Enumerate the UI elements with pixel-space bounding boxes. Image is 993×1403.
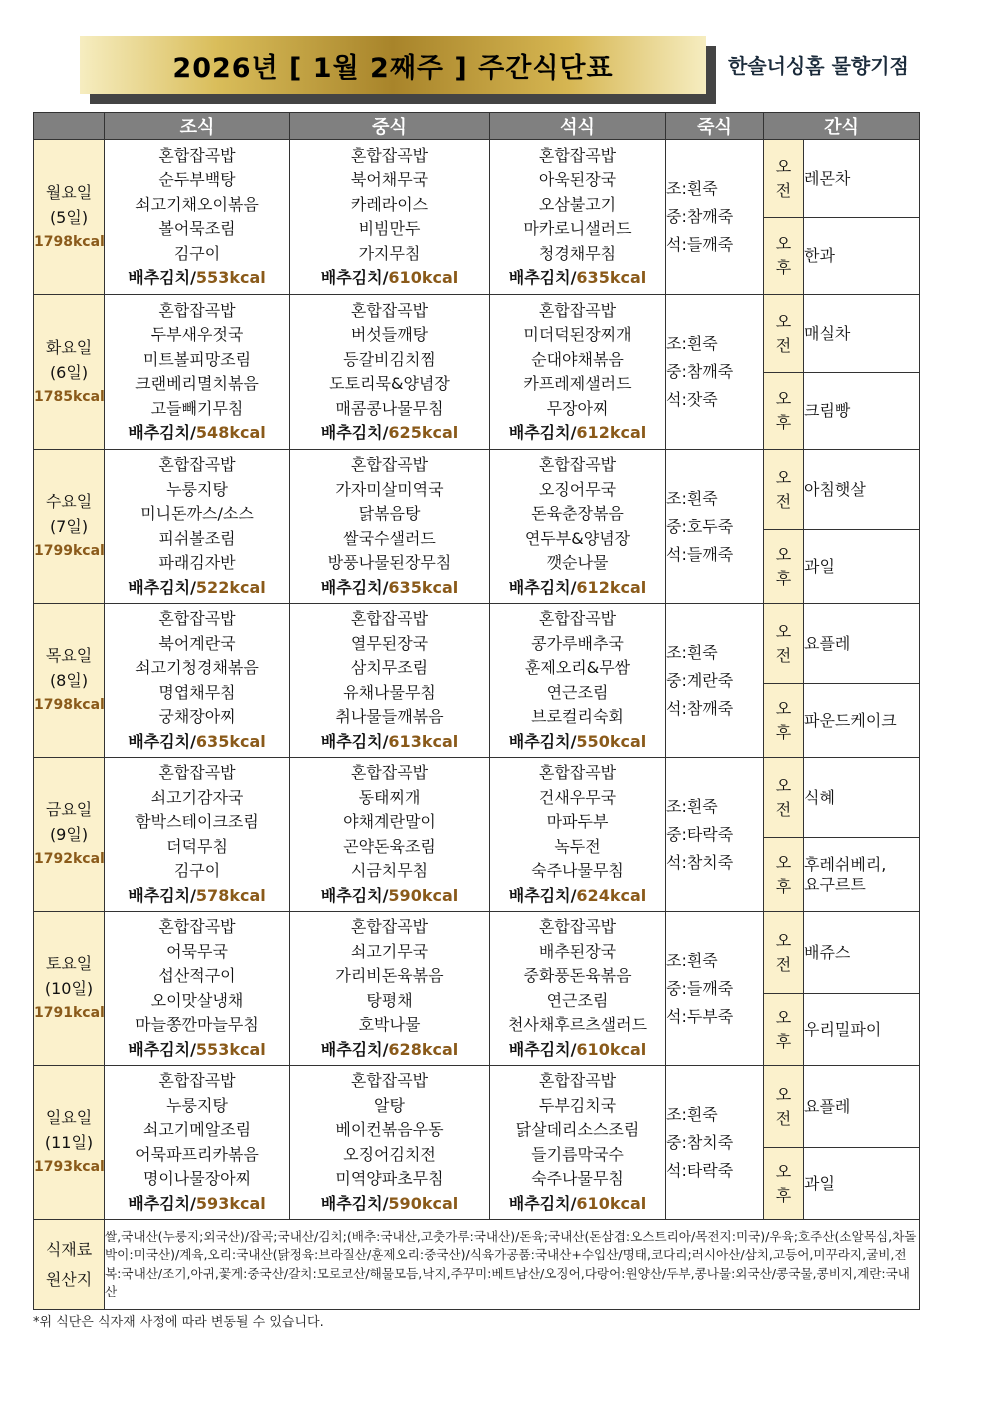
- day-cell: [34, 140, 105, 295]
- porridge-item: 중:타락죽: [666, 824, 734, 844]
- snack-am-label: 오 전: [764, 140, 804, 218]
- breakfast-item: 북어계란국: [158, 633, 236, 653]
- snack-am-label: 오 전: [764, 1066, 804, 1148]
- breakfast-cell: [105, 1066, 290, 1220]
- title-banner: [80, 36, 706, 98]
- day-date: (9일): [49, 825, 89, 844]
- porridge-item: 석:잣죽: [666, 390, 718, 409]
- lunch-item: 열무된장국: [350, 633, 429, 653]
- breakfast-cell: [105, 604, 290, 758]
- breakfast-item: 섭산적구이: [158, 966, 236, 985]
- lunch-kimchi: 배추김치/: [320, 885, 389, 905]
- day-row-am: [34, 295, 920, 373]
- dinner-item: 카프레제샐러드: [523, 374, 632, 393]
- porridge-item: 중:호두죽: [666, 516, 734, 536]
- day-row-am: [34, 450, 920, 530]
- dinner-item: 닭살데리소스조림: [515, 1120, 640, 1139]
- breakfast-item: 명엽채무침: [158, 682, 236, 702]
- porridge-item: 중:참치죽: [666, 1132, 734, 1152]
- dinner-kimchi-line: [490, 576, 665, 601]
- breakfast-kimchi-line: [105, 266, 289, 291]
- dinner-item: 돈육춘장볶음: [531, 504, 624, 523]
- breakfast-kcal: 578kcal: [195, 885, 266, 905]
- lunch-item: 곤약돈육조림: [343, 836, 436, 856]
- lunch-kimchi-line: [290, 266, 489, 291]
- lunch-cell: [290, 912, 490, 1066]
- porridge-cell: [666, 1066, 764, 1220]
- dinner-kimchi: 배추김치/: [508, 268, 577, 287]
- breakfast-cell: [105, 140, 290, 295]
- dinner-kimchi: 배추김치/: [508, 423, 577, 442]
- day-date: (11일): [44, 1133, 94, 1152]
- lunch-kcal: 590kcal: [388, 885, 459, 905]
- lunch-item: 방풍나물된장무침: [327, 553, 452, 572]
- snack-am-label: 오 전: [764, 450, 804, 530]
- dinner-cell: [490, 1066, 666, 1220]
- breakfast-cell: [105, 295, 290, 450]
- porridge-cell: [666, 140, 764, 295]
- porridge-item: 석:참깨죽: [666, 698, 734, 718]
- col-snack: 간식: [764, 113, 920, 140]
- breakfast-kcal: 553kcal: [195, 1039, 266, 1059]
- snack-am-label: 오 전: [764, 295, 804, 373]
- day-row-am: [34, 758, 920, 838]
- dinner-kcal: 550kcal: [576, 731, 647, 751]
- lunch-kimchi: 배추김치/: [320, 577, 389, 597]
- day-kcal: 1793kcal: [34, 1159, 105, 1175]
- dinner-item: 배추된장국: [538, 941, 617, 961]
- lunch-cell: [290, 758, 490, 912]
- breakfast-item: 혼합잡곡밥: [158, 145, 236, 165]
- dinner-kcal: 612kcal: [576, 577, 647, 597]
- breakfast-item: 순두부백탕: [158, 170, 236, 189]
- breakfast-kcal: 522kcal: [195, 577, 266, 597]
- lunch-item: 가리비돈육볶음: [335, 966, 444, 985]
- lunch-cell: [290, 1066, 490, 1220]
- lunch-item: 혼합잡곡밥: [350, 609, 429, 628]
- breakfast-item: 어묵무국: [166, 941, 228, 961]
- breakfast-kimchi: 배추김치/: [128, 731, 196, 751]
- origin-text: 쌀,국내산(누룽지;외국산)/잡곡;국내산/김치;(배추:국내산,고춧가루:국내산)/돈육;국내산(돈삼겹:오스트리아/목전지:미국)/우육;호주산(소알목심,차돌박이:미국산)/계육,오리:국내산(닭정육:브라질산/훈제오리:중국산)/식육가공품:국내산+수입산/명태,코다리;러시아산/삼치,고등어,미꾸라지,굴비,전복:국내산/조기,아귀,꽃게:중국산/갈치:모로코산/해물모듬,낙지,주꾸미:베트남산/오징어,다랑어:원양산/두부,콩나물:외국산/콩국물,콩비지,계란:국내산: [105, 1220, 920, 1310]
- porridge-cell: [666, 450, 764, 604]
- dinner-item: 혼합잡곡밥: [538, 455, 617, 474]
- dinner-cell: [490, 758, 666, 912]
- lunch-kimchi: 배추김치/: [320, 1193, 389, 1213]
- day-kcal: 1798kcal: [34, 233, 105, 250]
- corner-header: [34, 113, 105, 140]
- lunch-item: 동태찌개: [358, 787, 421, 807]
- dinner-kcal: 610kcal: [576, 1039, 647, 1059]
- breakfast-kcal: 635kcal: [195, 731, 266, 751]
- footnote: *위 식단은 식자재 사정에 따라 변동될 수 있습니다.: [33, 1315, 324, 1330]
- lunch-kcal: 613kcal: [388, 731, 459, 751]
- dinner-item: 혼합잡곡밥: [538, 300, 617, 320]
- snack-am: 매실차: [804, 295, 920, 373]
- col-lunch: 중식: [290, 113, 490, 140]
- day-row-am: [34, 604, 920, 684]
- breakfast-kimchi: 배추김치/: [128, 885, 196, 905]
- lunch-kcal: 590kcal: [388, 1193, 459, 1213]
- breakfast-kcal: 548kcal: [195, 423, 266, 442]
- day-cell: [34, 604, 105, 758]
- dinner-item: 깻순나물: [546, 553, 609, 572]
- branch-name: 한솔너싱홈 물향기점: [728, 54, 909, 78]
- breakfast-item: 김구이: [173, 861, 221, 880]
- lunch-cell: [290, 604, 490, 758]
- breakfast-cell: [105, 758, 290, 912]
- col-dinner: 석식: [490, 113, 666, 140]
- breakfast-item: 크랜베리멸치볶음: [135, 374, 259, 393]
- snack-pm: 파운드케이크: [804, 684, 920, 758]
- breakfast-item: 두부새우젓국: [150, 325, 244, 344]
- lunch-item: 혼합잡곡밥: [350, 1071, 429, 1090]
- dinner-item: 혼합잡곡밥: [538, 145, 617, 165]
- day-date: (8일): [49, 671, 89, 690]
- breakfast-kimchi: 배추김치/: [128, 1039, 196, 1059]
- day-row-am: [34, 912, 920, 994]
- lunch-item: 가지무침: [358, 243, 421, 263]
- day-kcal: 1792kcal: [34, 851, 105, 867]
- porridge-item: 석:참치죽: [666, 852, 734, 872]
- lunch-item: 취나물들깨볶음: [335, 707, 444, 726]
- dinner-item: 혼합잡곡밥: [538, 763, 617, 782]
- breakfast-kimchi: 배추김치/: [128, 268, 196, 287]
- breakfast-kimchi: 배추김치/: [128, 423, 196, 442]
- day-kcal: 1798kcal: [34, 697, 105, 713]
- dinner-item: 두부김치국: [538, 1095, 617, 1115]
- dinner-item: 콩가루배추국: [531, 633, 624, 653]
- day-kcal: 1799kcal: [34, 543, 105, 559]
- dinner-kimchi-line: [490, 266, 665, 291]
- porridge-item: 조:흰죽: [666, 488, 718, 508]
- breakfast-item: 마늘쫑깐마늘무침: [135, 1015, 259, 1034]
- snack-pm: 후레쉬베리, 요구르트: [804, 838, 920, 912]
- lunch-item: 매콤콩나물무침: [335, 398, 444, 418]
- day-date: (10일): [44, 979, 94, 998]
- day-name: 토요일: [45, 954, 93, 973]
- snack-am: 요플레: [804, 604, 920, 684]
- dinner-item: 브로컬리숙회: [531, 707, 624, 726]
- lunch-item: 카레라이스: [350, 194, 429, 214]
- lunch-kimchi-line: [290, 884, 489, 909]
- dinner-kimchi-line: [490, 1192, 665, 1217]
- dinner-item: 연근조림: [546, 990, 609, 1010]
- dinner-item: 혼합잡곡밥: [538, 917, 617, 936]
- dinner-cell: [490, 604, 666, 758]
- lunch-item: 베이컨볶음우동: [335, 1120, 444, 1139]
- breakfast-item: 혼합잡곡밥: [158, 300, 236, 320]
- lunch-item: 혼합잡곡밥: [350, 917, 429, 936]
- breakfast-item: 김구이: [173, 243, 221, 263]
- day-kcal: 1791kcal: [34, 1005, 105, 1021]
- day-cell: [34, 758, 105, 912]
- lunch-item: 혼합잡곡밥: [350, 145, 429, 165]
- snack-pm: 크림빵: [804, 373, 920, 450]
- breakfast-item: 볼어묵조림: [158, 219, 236, 238]
- lunch-item: 시금치무침: [350, 861, 429, 880]
- lunch-kcal: 628kcal: [388, 1039, 459, 1059]
- day-row-am: [34, 140, 920, 218]
- lunch-kimchi-line: [290, 1038, 489, 1063]
- dinner-item: 혼합잡곡밥: [538, 609, 617, 628]
- porridge-cell: [666, 295, 764, 450]
- lunch-item: 탕평채: [366, 990, 413, 1010]
- origin-label: 식재료 원산지: [34, 1220, 105, 1310]
- snack-am: 레몬차: [804, 140, 920, 218]
- breakfast-item: 피쉬볼조림: [158, 528, 236, 548]
- dinner-kimchi: 배추김치/: [508, 1039, 577, 1059]
- breakfast-kcal: 593kcal: [195, 1193, 266, 1213]
- dinner-kcal: 610kcal: [576, 1193, 647, 1213]
- lunch-item: 쇠고기무국: [350, 941, 429, 961]
- porridge-item: 조:흰죽: [666, 950, 718, 970]
- lunch-item: 가자미살미역국: [335, 479, 444, 499]
- breakfast-item: 미니돈까스/소스: [140, 504, 254, 523]
- breakfast-item: 혼합잡곡밥: [158, 1071, 236, 1090]
- breakfast-item: 혼합잡곡밥: [158, 917, 236, 936]
- day-name: 화요일: [45, 337, 93, 357]
- dinner-item: 무장아찌: [546, 398, 609, 418]
- day-name: 목요일: [45, 646, 93, 665]
- lunch-kimchi-line: [290, 1192, 489, 1217]
- breakfast-kcal: 553kcal: [195, 268, 266, 287]
- menu-table: [33, 112, 920, 1310]
- breakfast-kimchi: 배추김치/: [128, 1193, 196, 1213]
- lunch-kcal: 625kcal: [388, 423, 459, 442]
- dinner-kimchi: 배추김치/: [508, 1193, 577, 1213]
- day-cell: [34, 295, 105, 450]
- breakfast-item: 궁채장아찌: [158, 707, 236, 726]
- dinner-item: 혼합잡곡밥: [538, 1071, 617, 1090]
- breakfast-kimchi-line: [105, 576, 289, 601]
- dinner-kcal: 624kcal: [576, 885, 647, 905]
- lunch-item: 호박나물: [358, 1015, 421, 1034]
- snack-pm-label: 오 후: [764, 218, 804, 295]
- dinner-kcal: 635kcal: [576, 268, 647, 287]
- breakfast-item: 미트볼피망조림: [142, 349, 252, 369]
- lunch-item: 닭볶음탕: [358, 504, 421, 523]
- porridge-item: 조:흰죽: [666, 796, 718, 816]
- breakfast-item: 혼합잡곡밥: [158, 763, 236, 782]
- breakfast-item: 파래김자반: [158, 553, 236, 572]
- lunch-item: 혼합잡곡밥: [350, 763, 429, 782]
- dinner-item: 숙주나물무침: [531, 861, 624, 880]
- day-name: 금요일: [45, 800, 93, 819]
- snack-am: 요플레: [804, 1066, 920, 1148]
- porridge-item: 석:들깨죽: [666, 235, 734, 254]
- lunch-item: 혼합잡곡밥: [350, 455, 429, 474]
- breakfast-kimchi-line: [105, 730, 289, 755]
- snack-am: 배쥬스: [804, 912, 920, 994]
- snack-pm-label: 오 후: [764, 838, 804, 912]
- breakfast-item: 더덕무침: [166, 836, 228, 856]
- dinner-kimchi-line: [490, 730, 665, 755]
- lunch-item: 야채계란말이: [343, 812, 436, 831]
- dinner-item: 건새우무국: [538, 787, 617, 807]
- dinner-item: 녹두전: [554, 836, 601, 856]
- dinner-item: 아욱된장국: [538, 170, 617, 189]
- dinner-item: 중화풍돈육볶음: [523, 966, 632, 985]
- lunch-item: 등갈비김치찜: [343, 349, 436, 369]
- dinner-item: 오삼불고기: [538, 194, 617, 214]
- breakfast-cell: [105, 450, 290, 604]
- snack-am-label: 오 전: [764, 912, 804, 994]
- porridge-cell: [666, 912, 764, 1066]
- dinner-item: 순대야채볶음: [531, 349, 624, 369]
- dinner-cell: [490, 912, 666, 1066]
- breakfast-item: 쇠고기청경채볶음: [135, 658, 259, 677]
- breakfast-kimchi-line: [105, 884, 289, 909]
- dinner-item: 들기름막국수: [531, 1144, 624, 1164]
- dinner-kimchi: 배추김치/: [508, 577, 577, 597]
- breakfast-item: 쇠고기감자국: [150, 787, 244, 807]
- lunch-item: 알탕: [374, 1095, 405, 1115]
- dinner-kimchi-line: [490, 884, 665, 909]
- day-name: 수요일: [45, 492, 93, 511]
- day-cell: [34, 1066, 105, 1220]
- porridge-item: 조:흰죽: [666, 179, 718, 198]
- snack-pm-label: 오 후: [764, 684, 804, 758]
- origin-row: [34, 1220, 920, 1310]
- snack-am-label: 오 전: [764, 758, 804, 838]
- dinner-cell: [490, 140, 666, 295]
- lunch-kimchi: 배추김치/: [320, 1039, 389, 1059]
- lunch-cell: [290, 295, 490, 450]
- breakfast-kimchi-line: [105, 421, 289, 446]
- snack-pm-label: 오 후: [764, 530, 804, 604]
- dinner-item: 훈제오리&무쌈: [524, 658, 631, 677]
- porridge-item: 중:들깨죽: [666, 978, 734, 998]
- day-name: 일요일: [45, 1108, 93, 1127]
- lunch-kimchi: 배추김치/: [320, 731, 389, 751]
- snack-pm: 한과: [804, 218, 920, 295]
- lunch-item: 혼합잡곡밥: [350, 300, 429, 320]
- page-title: 2026년 [ 1월 2째주 ] 주간식단표: [80, 36, 706, 94]
- day-date: (6일): [49, 362, 89, 382]
- snack-pm: 우리밀파이: [804, 994, 920, 1066]
- col-breakfast: 조식: [105, 113, 290, 140]
- day-date: (5일): [49, 207, 89, 227]
- dinner-item: 연두부&양념장: [524, 528, 631, 548]
- lunch-item: 삼치무조림: [350, 658, 429, 677]
- dinner-item: 연근조림: [546, 682, 609, 702]
- porridge-item: 중:계란죽: [666, 670, 734, 690]
- breakfast-item: 누룽지탕: [166, 1095, 228, 1115]
- lunch-kimchi-line: [290, 576, 489, 601]
- breakfast-item: 쇠고기채오이볶음: [135, 194, 259, 214]
- porridge-item: 중:참깨죽: [666, 207, 734, 226]
- lunch-item: 유채나물무침: [343, 682, 436, 702]
- breakfast-item: 오이맛살냉채: [150, 990, 244, 1010]
- breakfast-kimchi: 배추김치/: [128, 577, 196, 597]
- lunch-kimchi: 배추김치/: [320, 268, 389, 287]
- dinner-item: 마파두부: [546, 812, 609, 831]
- lunch-item: 버섯들깨탕: [350, 325, 429, 344]
- dinner-kimchi-line: [490, 1038, 665, 1063]
- lunch-item: 북어채무국: [350, 170, 429, 189]
- breakfast-item: 고들빼기무침: [150, 398, 244, 418]
- snack-pm-label: 오 후: [764, 994, 804, 1066]
- dinner-item: 마카로니샐러드: [523, 219, 632, 238]
- snack-pm: 과일: [804, 530, 920, 604]
- lunch-item: 도토리묵&양념장: [329, 374, 450, 393]
- snack-pm: 과일: [804, 1148, 920, 1220]
- day-kcal: 1785kcal: [34, 388, 105, 405]
- lunch-item: 오징어김치전: [343, 1144, 436, 1164]
- day-name: 월요일: [45, 182, 93, 202]
- lunch-kimchi-line: [290, 421, 489, 446]
- breakfast-item: 함박스테이크조림: [135, 812, 259, 831]
- snack-am: 식혜: [804, 758, 920, 838]
- porridge-cell: [666, 758, 764, 912]
- snack-pm-label: 오 후: [764, 1148, 804, 1220]
- snack-am: 아침햇살: [804, 450, 920, 530]
- dinner-item: 청경채무침: [538, 243, 617, 263]
- dinner-kimchi-line: [490, 421, 665, 446]
- porridge-item: 조:흰죽: [666, 1104, 718, 1124]
- snack-am-label: 오 전: [764, 604, 804, 684]
- porridge-item: 석:들깨죽: [666, 544, 734, 564]
- breakfast-item: 혼합잡곡밥: [158, 609, 236, 628]
- breakfast-kimchi-line: [105, 1192, 289, 1217]
- lunch-cell: [290, 140, 490, 295]
- dinner-cell: [490, 450, 666, 604]
- breakfast-item: 쇠고기메알조림: [142, 1120, 252, 1139]
- day-date: (7일): [49, 517, 89, 536]
- porridge-cell: [666, 604, 764, 758]
- porridge-item: 조:흰죽: [666, 334, 718, 353]
- snack-pm-label: 오 후: [764, 373, 804, 450]
- porridge-item: 조:흰죽: [666, 642, 718, 662]
- lunch-kimchi: 배추김치/: [320, 423, 389, 442]
- dinner-item: 천사채후르츠샐러드: [507, 1015, 648, 1034]
- day-cell: [34, 912, 105, 1066]
- lunch-kcal: 635kcal: [388, 577, 459, 597]
- breakfast-item: 혼합잡곡밥: [158, 455, 236, 474]
- porridge-item: 석:타락죽: [666, 1160, 734, 1180]
- lunch-kcal: 610kcal: [388, 268, 459, 287]
- dinner-item: 미더덕된장찌개: [523, 325, 632, 344]
- breakfast-item: 누룽지탕: [166, 479, 228, 499]
- dinner-item: 숙주나물무침: [531, 1169, 624, 1188]
- breakfast-item: 어묵파프리카볶음: [135, 1144, 259, 1164]
- lunch-kimchi-line: [290, 730, 489, 755]
- day-row-am: [34, 1066, 920, 1148]
- dinner-item: 오징어무국: [538, 479, 617, 499]
- porridge-item: 석:두부죽: [666, 1006, 734, 1026]
- header-row: [34, 113, 920, 140]
- porridge-item: 중:참깨죽: [666, 362, 734, 381]
- lunch-item: 쌀국수샐러드: [343, 528, 436, 548]
- lunch-item: 미역양파초무침: [335, 1169, 444, 1188]
- dinner-kimchi: 배추김치/: [508, 731, 577, 751]
- breakfast-kimchi-line: [105, 1038, 289, 1063]
- day-cell: [34, 450, 105, 604]
- dinner-cell: [490, 295, 666, 450]
- breakfast-item: 명이나물장아찌: [142, 1169, 252, 1188]
- dinner-kimchi: 배추김치/: [508, 885, 577, 905]
- dinner-kcal: 612kcal: [576, 423, 647, 442]
- breakfast-cell: [105, 912, 290, 1066]
- lunch-cell: [290, 450, 490, 604]
- lunch-item: 비빔만두: [358, 219, 421, 238]
- col-porridge: 죽식: [666, 113, 764, 140]
